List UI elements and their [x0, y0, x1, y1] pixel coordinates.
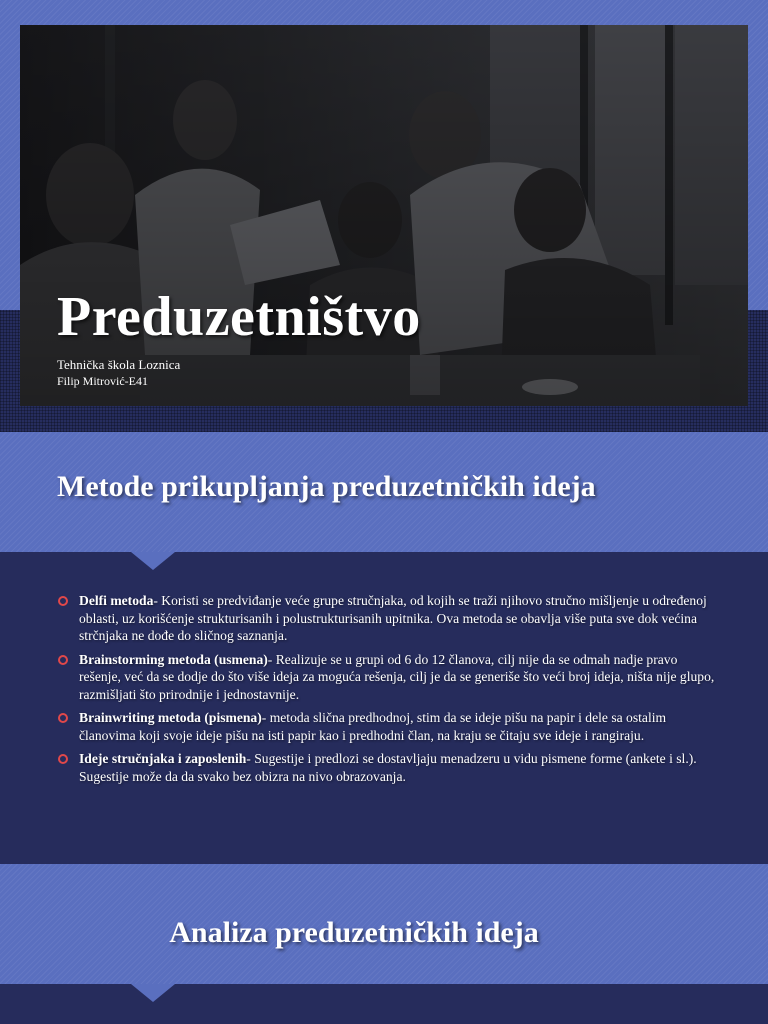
bullet-ring-icon [58, 596, 68, 606]
methods-slide-title: Metode prikupljanja preduzetničkih ideja [57, 470, 596, 503]
analysis-slide-body [0, 984, 768, 1024]
presentation-title: Preduzetništvo [57, 286, 421, 348]
bullet-text: - Realizuje se u grupi od 6 do 12 članova, cilj nije da se odmah nadje pravo rešenje, već da se dodje do što više ideja za moguća rešenja, cilj je da se generiše što veći broj ideja, ništa nije glupo, razmišljati što prirodnije i jednostavnije. [79, 651, 715, 702]
bullet-ring-icon [58, 754, 68, 764]
bullet-term: Ideje stručnjaka i zaposlenih [79, 751, 247, 766]
header-notch [131, 552, 175, 570]
list-item [57, 709, 717, 744]
list-item [57, 750, 717, 785]
bullet-text: - Koristi se predviđanje veće grupe stručnjaka, od kojih se traži njihovo stručno mišljenje u određenoj oblasti, uz korišćenje strukturisanih i polustrukturisanih upitnika. Ova metoda se obavlja više puta sve dok većina strčnjaka ne dođe do sličnog saznanja. [79, 593, 707, 643]
bullet-text: - metoda slična predhodnoj, stim da se ideje pišu na papir i dele sa ostalim članovima koji svoje ideje pišu na isti papir kao i predhodni član, na kraju se čitaju sve ideje i rangiraju. [79, 710, 667, 743]
bullet-term: Brainwriting metoda (pismena) [79, 710, 262, 725]
analysis-slide-title: Analiza preduzetničkih ideja [169, 916, 539, 949]
bullet-term: Delfi metoda [79, 593, 154, 608]
header-notch [131, 984, 175, 1002]
analysis-slide [0, 864, 768, 1024]
methods-slide-header [0, 432, 768, 552]
bullet-term: Brainstorming metoda (usmena) [79, 651, 268, 667]
title-slide [0, 0, 768, 432]
school-name: Tehnička škola Loznica [57, 357, 181, 372]
bullet-text: - Sugestije i predlozi se dostavljaju menadzeru u vidu pismene forme (ankete i sl.). Sugestije može da da svako bez obizra na nivo obrazovanja. [79, 751, 697, 784]
methods-list [57, 592, 717, 791]
analysis-slide-header [0, 864, 768, 984]
author-name: Filip Mitrović-E41 [57, 374, 148, 388]
methods-slide [0, 432, 768, 864]
bullet-ring-icon [58, 655, 68, 665]
list-item [57, 651, 717, 704]
bullet-ring-icon [58, 713, 68, 723]
list-item [57, 592, 717, 645]
